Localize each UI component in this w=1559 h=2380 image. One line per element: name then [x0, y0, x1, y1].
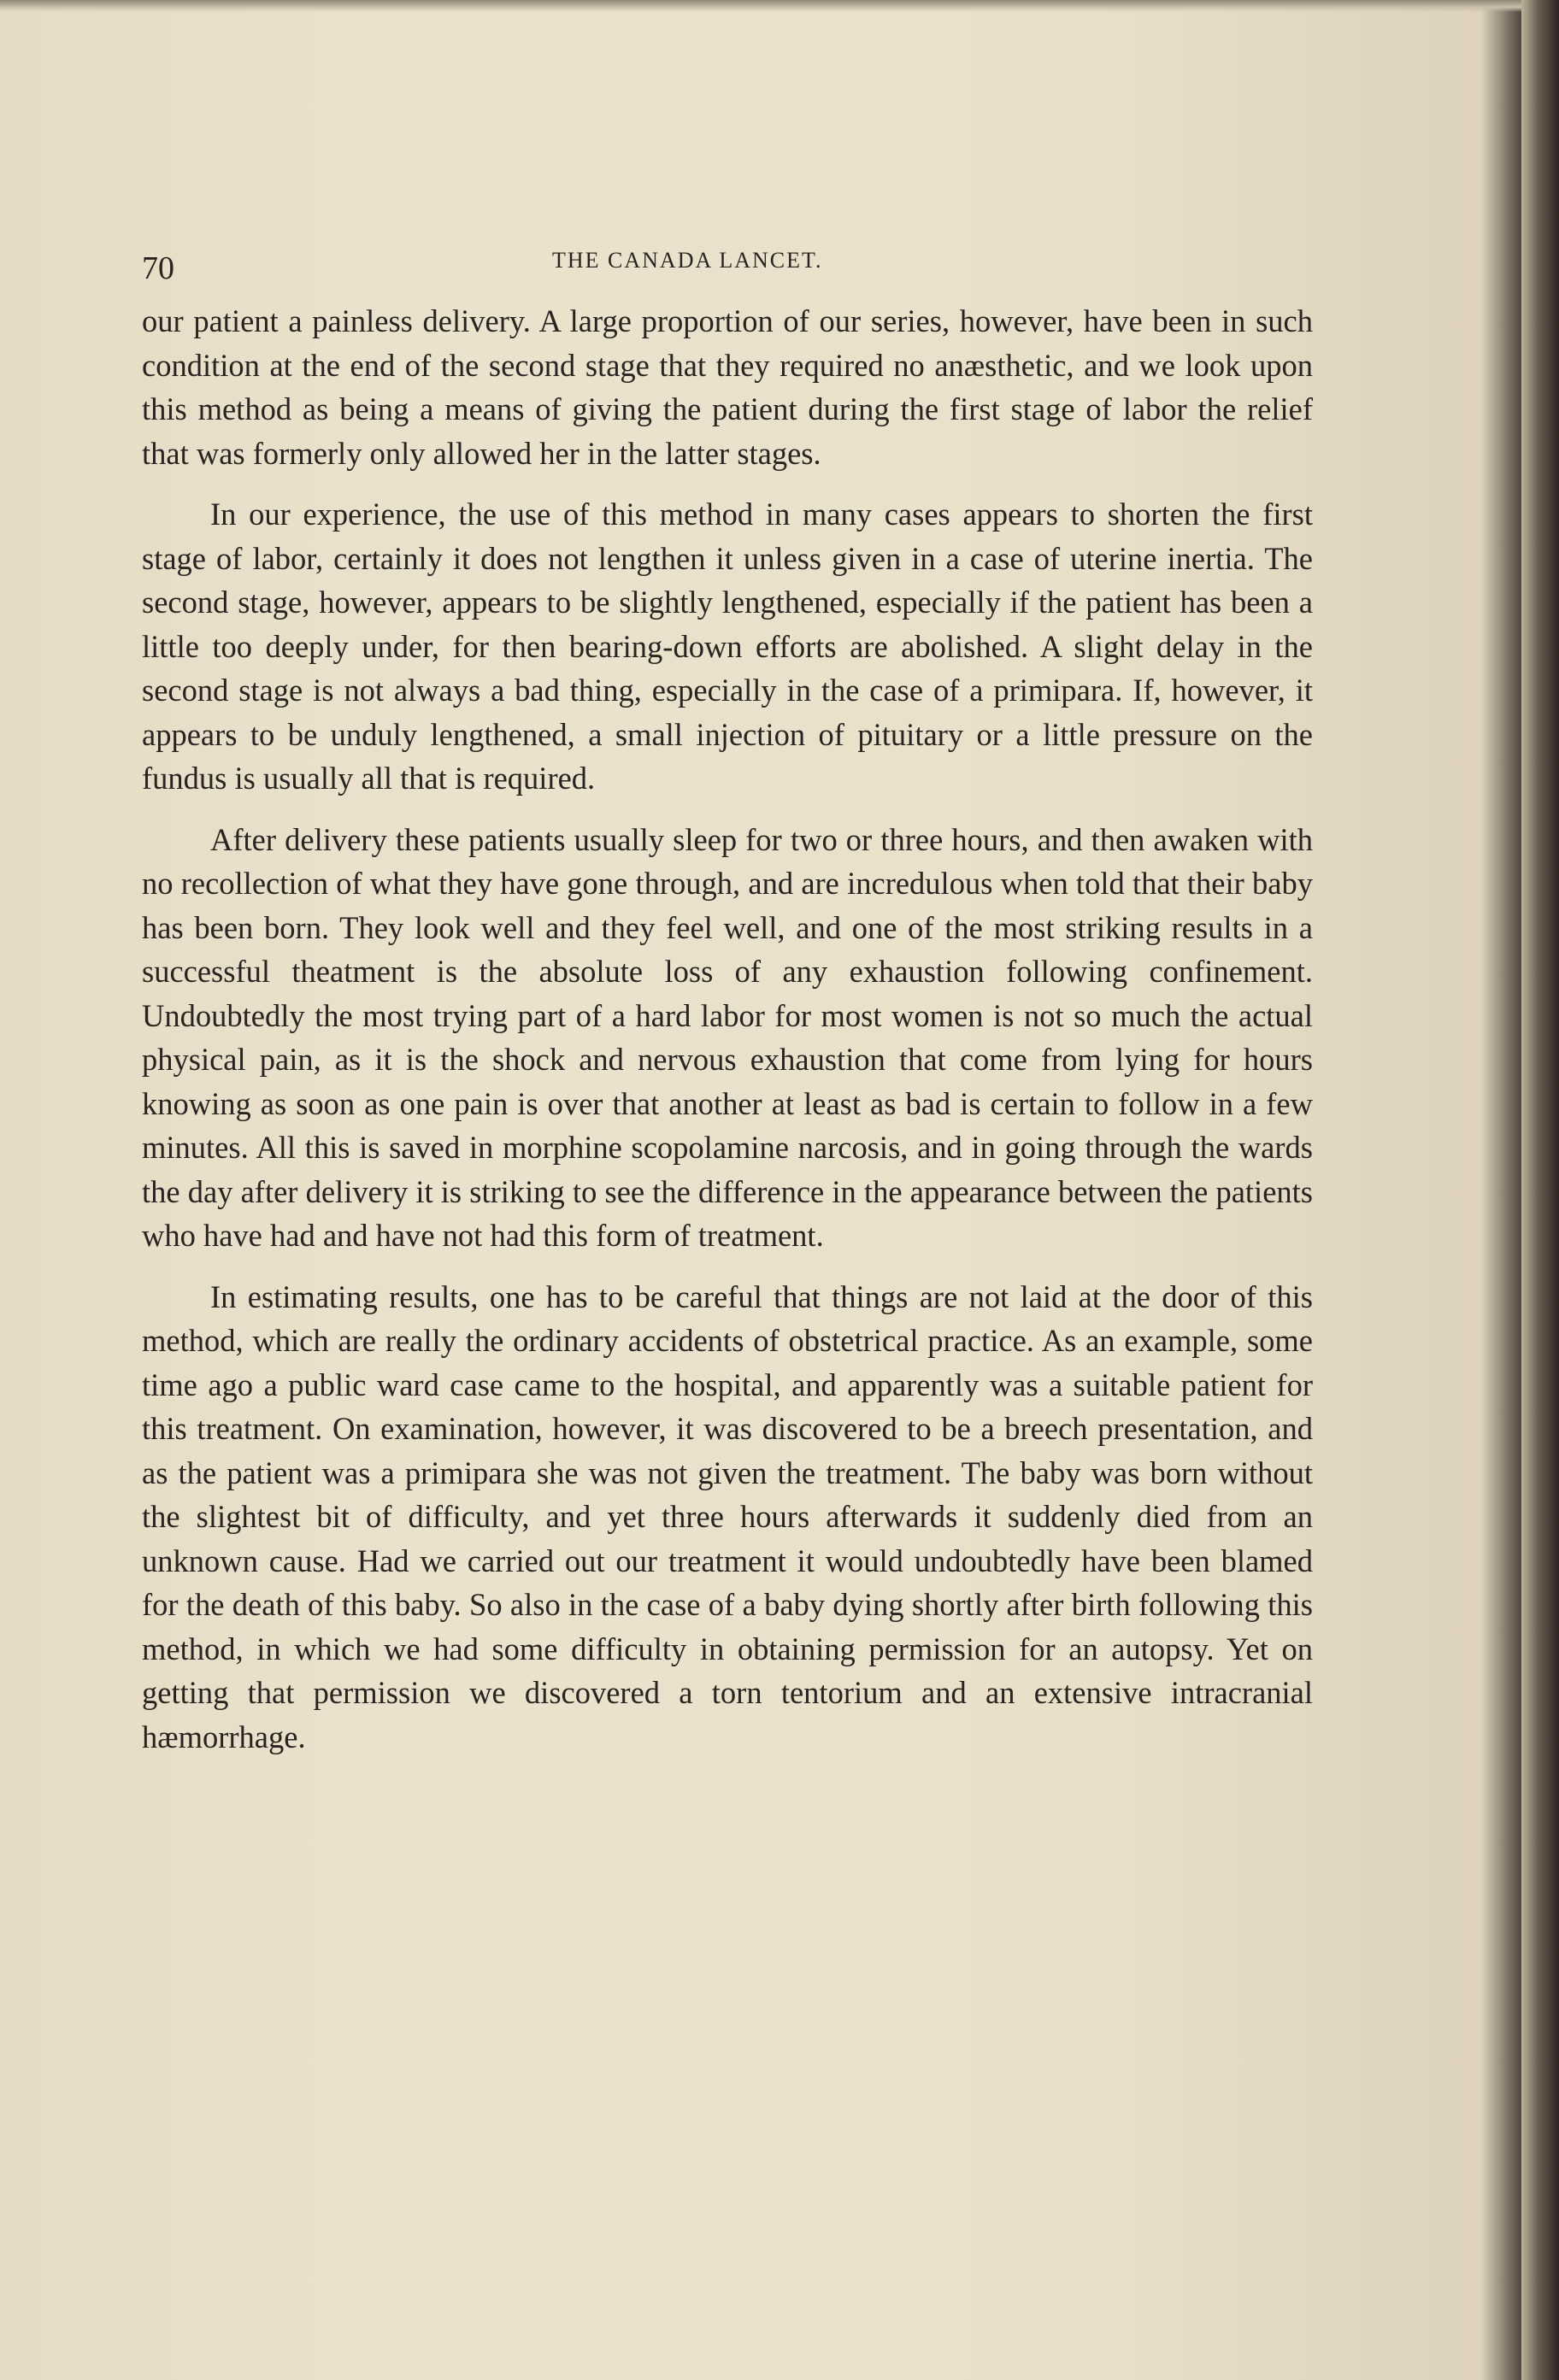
paragraph-continued: our patient a painless delivery. A large proportion of our series, however, have been in such condition at the end of the second stage that they required no anæsthetic, and we look upon this method as being a means of giving the patient during the first stage of labor the relief that was formerly only allowed her in the latter stages. — [142, 303, 1313, 471]
book-spine-edge — [1521, 0, 1559, 2380]
paragraph-experience: In our experience, the use of this method in many cases appears to shorten the first stage of labor, certainly it does not lengthen it unless given in a case of uterine inertia. The second stage, however, appears to be slightly lengthened, especially if the patient has been a little too deeply under, for then bearing-down efforts are abolished. A slight delay in the second stage is not always a bad thing, especially in the case of a primipara. If, however, it appears to be unduly lengthened, a small injection of pituitary or a little pressure on the fundus is usually all that is required. — [142, 497, 1313, 796]
page-top-edge — [0, 0, 1559, 12]
running-head — [142, 239, 1313, 299]
journal-title: THE CANADA LANCET. — [552, 248, 823, 273]
paragraph-after-delivery: After delivery these patients usually sleep for two or three hours, and then awaken with no recollection of what they have gone through, and are incredulous when told that their baby has been born. They look well and they feel well, and one of the most striking results in a successful theatment is the absolute loss of any exhaustion following confinement. Undoubtedly the most trying part of a hard labor for most women is not so much the actual physical pain, as it is the shock and nervous exhaustion that come from lying for hours knowing as soon as one pain is over that another at least as bad is certain to follow in a few minutes. All this is saved in morphine scopolamine narcosis, and in going through the wards the day after delivery it is striking to see the difference in the appearance between the patients who have had and have not had this form of treatment. — [142, 821, 1313, 1253]
article-body — [142, 299, 1313, 1759]
page-number: 70 — [142, 250, 174, 286]
paragraph-estimating-results: In estimating results, one has to be careful that things are not laid at the door of this method, which are really the ordinary accidents of obstetrical practice. As an example, some time ago a public ward case came to the hospital, and apparently was a suitable patient for this treatment. On examination, however, it was discovered to be a breech presentation, and as the patient was a primipara she was not given the treatment. The baby was born without the slightest bit of difficulty, and yet three hours afterwards it suddenly died from an unknown cause. Had we carried out our treatment it would undoubtedly have been blamed for the death of this baby. So also in the case of a baby dying shortly after birth following this method, in which we had some difficulty in obtaining permission for an autopsy. Yet on getting that permission we discovered a torn tentorium and an extensive intracranial hæmorrhage. — [142, 1278, 1313, 1754]
page-content — [142, 239, 1313, 1759]
